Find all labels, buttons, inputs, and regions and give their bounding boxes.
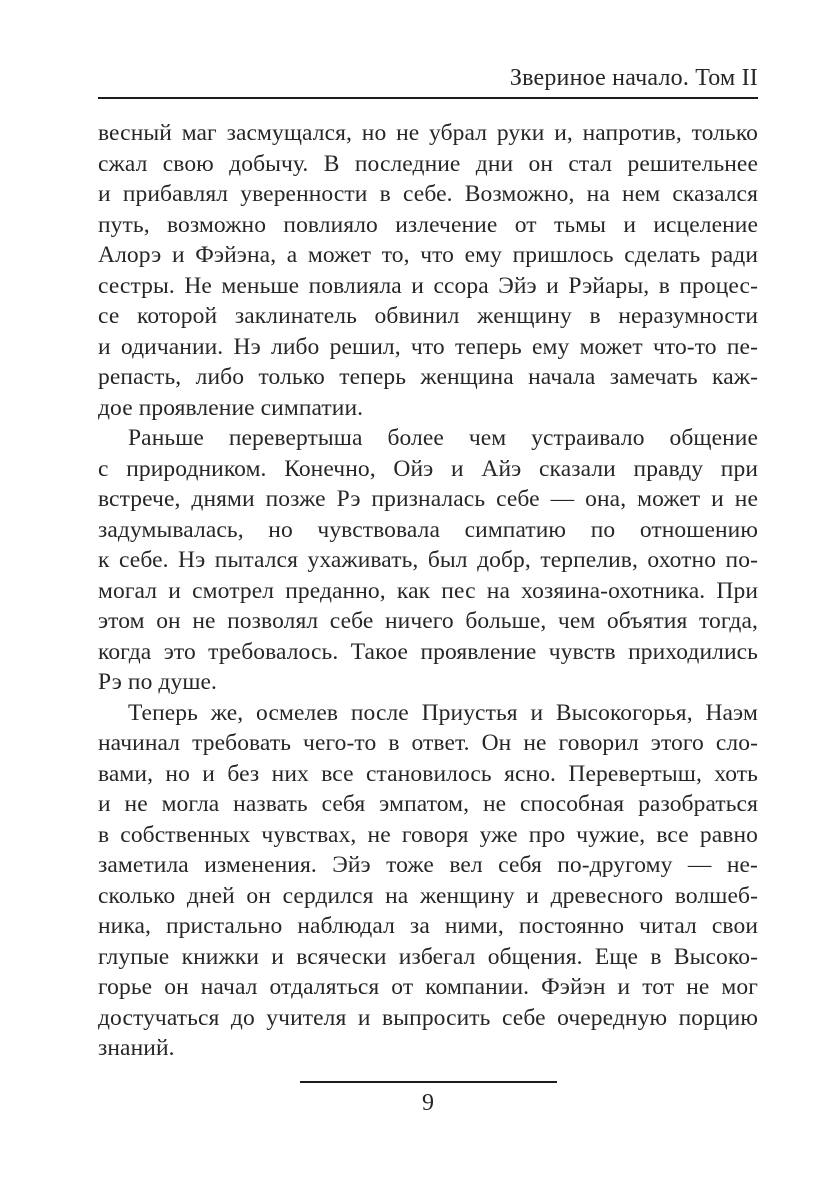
text-line: начинал требовать чего-то в ответ. Он не говорил этого сло- [98, 730, 758, 756]
running-header-title: Звериное начало. Том II [509, 65, 758, 91]
text-line: Теперь же, осмелев после Приустья и Высокогорья, Наэм [128, 699, 758, 726]
text-line: горье он начал отдаляться от компании. Фэйэн и тот не мог [98, 974, 758, 1000]
text-line: достучаться до учителя и выпросить себе очередную порцию [98, 1004, 758, 1031]
text-line: репасть, либо только теперь женщина начала замечать каж- [98, 364, 758, 390]
text-line: заметила изменения. Эйэ тоже вел себя по-другому — не- [98, 852, 758, 878]
text-line: встрече, днями позже Рэ призналась себе — она, может и не [98, 486, 758, 512]
text-line: когда это требовалось. Такое проявление чувств приходились [98, 638, 758, 665]
text-line: се которой заклинатель обвинил женщину в неразумности [98, 303, 758, 329]
text-line: путь, возможно повлияло излечение от тьмы и исцеление [98, 211, 758, 238]
text-line: с природником. Конечно, Ойэ и Айэ сказали правду при [98, 455, 758, 482]
text-line: дое проявление симпатии. [98, 394, 364, 421]
footer-rule [300, 1081, 557, 1083]
text-line: и прибавлял уверенности в себе. Возможно, на нем сказался [98, 181, 758, 207]
text-line: знаний. [98, 1035, 175, 1061]
text-line: Алорэ и Фэйэна, а может то, что ему пришлось сделать ради [98, 242, 758, 268]
page-body [98, 118, 758, 1064]
paragraph [98, 423, 758, 698]
text-line: сестры. Не меньше повлияла и ссора Эйэ и Рэйары, в процес- [98, 272, 758, 299]
paragraph [98, 698, 758, 1064]
text-line: могал и смотрел преданно, как пес на хозяина-охотника. При [98, 577, 758, 604]
text-line: глупые книжки и всячески избегал общения. Еще в Высоко- [98, 943, 758, 970]
paragraph [98, 118, 758, 423]
text-line: и одичании. Нэ либо решил, что теперь ему может что-то пе- [98, 333, 758, 360]
text-line: вами, но и без них все становилось ясно. Перевертыш, хоть [98, 760, 758, 787]
text-line: и не могла назвать себя эмпатом, не способная разобраться [98, 791, 758, 817]
text-line: к себе. Нэ пытался ухаживать, был добр, терпелив, охотно по- [98, 547, 758, 573]
text-line: Рэ по душе. [98, 669, 218, 695]
text-line: Раньше перевертыша более чем устраивало общение [128, 425, 758, 451]
text-line: этом он не позволял себе ничего больше, чем объятия тогда, [98, 608, 758, 634]
page-number: 9 [422, 1090, 434, 1116]
text-line: задумывалась, но чувствовала симпатию по отношению [98, 516, 758, 543]
text-line: ника, пристально наблюдал за ними, постоянно читал свои [98, 913, 758, 939]
text-line: сжал свою добычу. В последние дни он стал решительнее [98, 150, 758, 177]
text-line: в собственных чувствах, не говоря уже про чужие, все равно [98, 821, 758, 848]
text-line: сколько дней он сердился на женщину и древесного волшеб- [98, 882, 758, 909]
header-rule [98, 97, 758, 99]
text-line: весный маг засмущался, но не убрал руки и, напротив, только [98, 120, 758, 146]
